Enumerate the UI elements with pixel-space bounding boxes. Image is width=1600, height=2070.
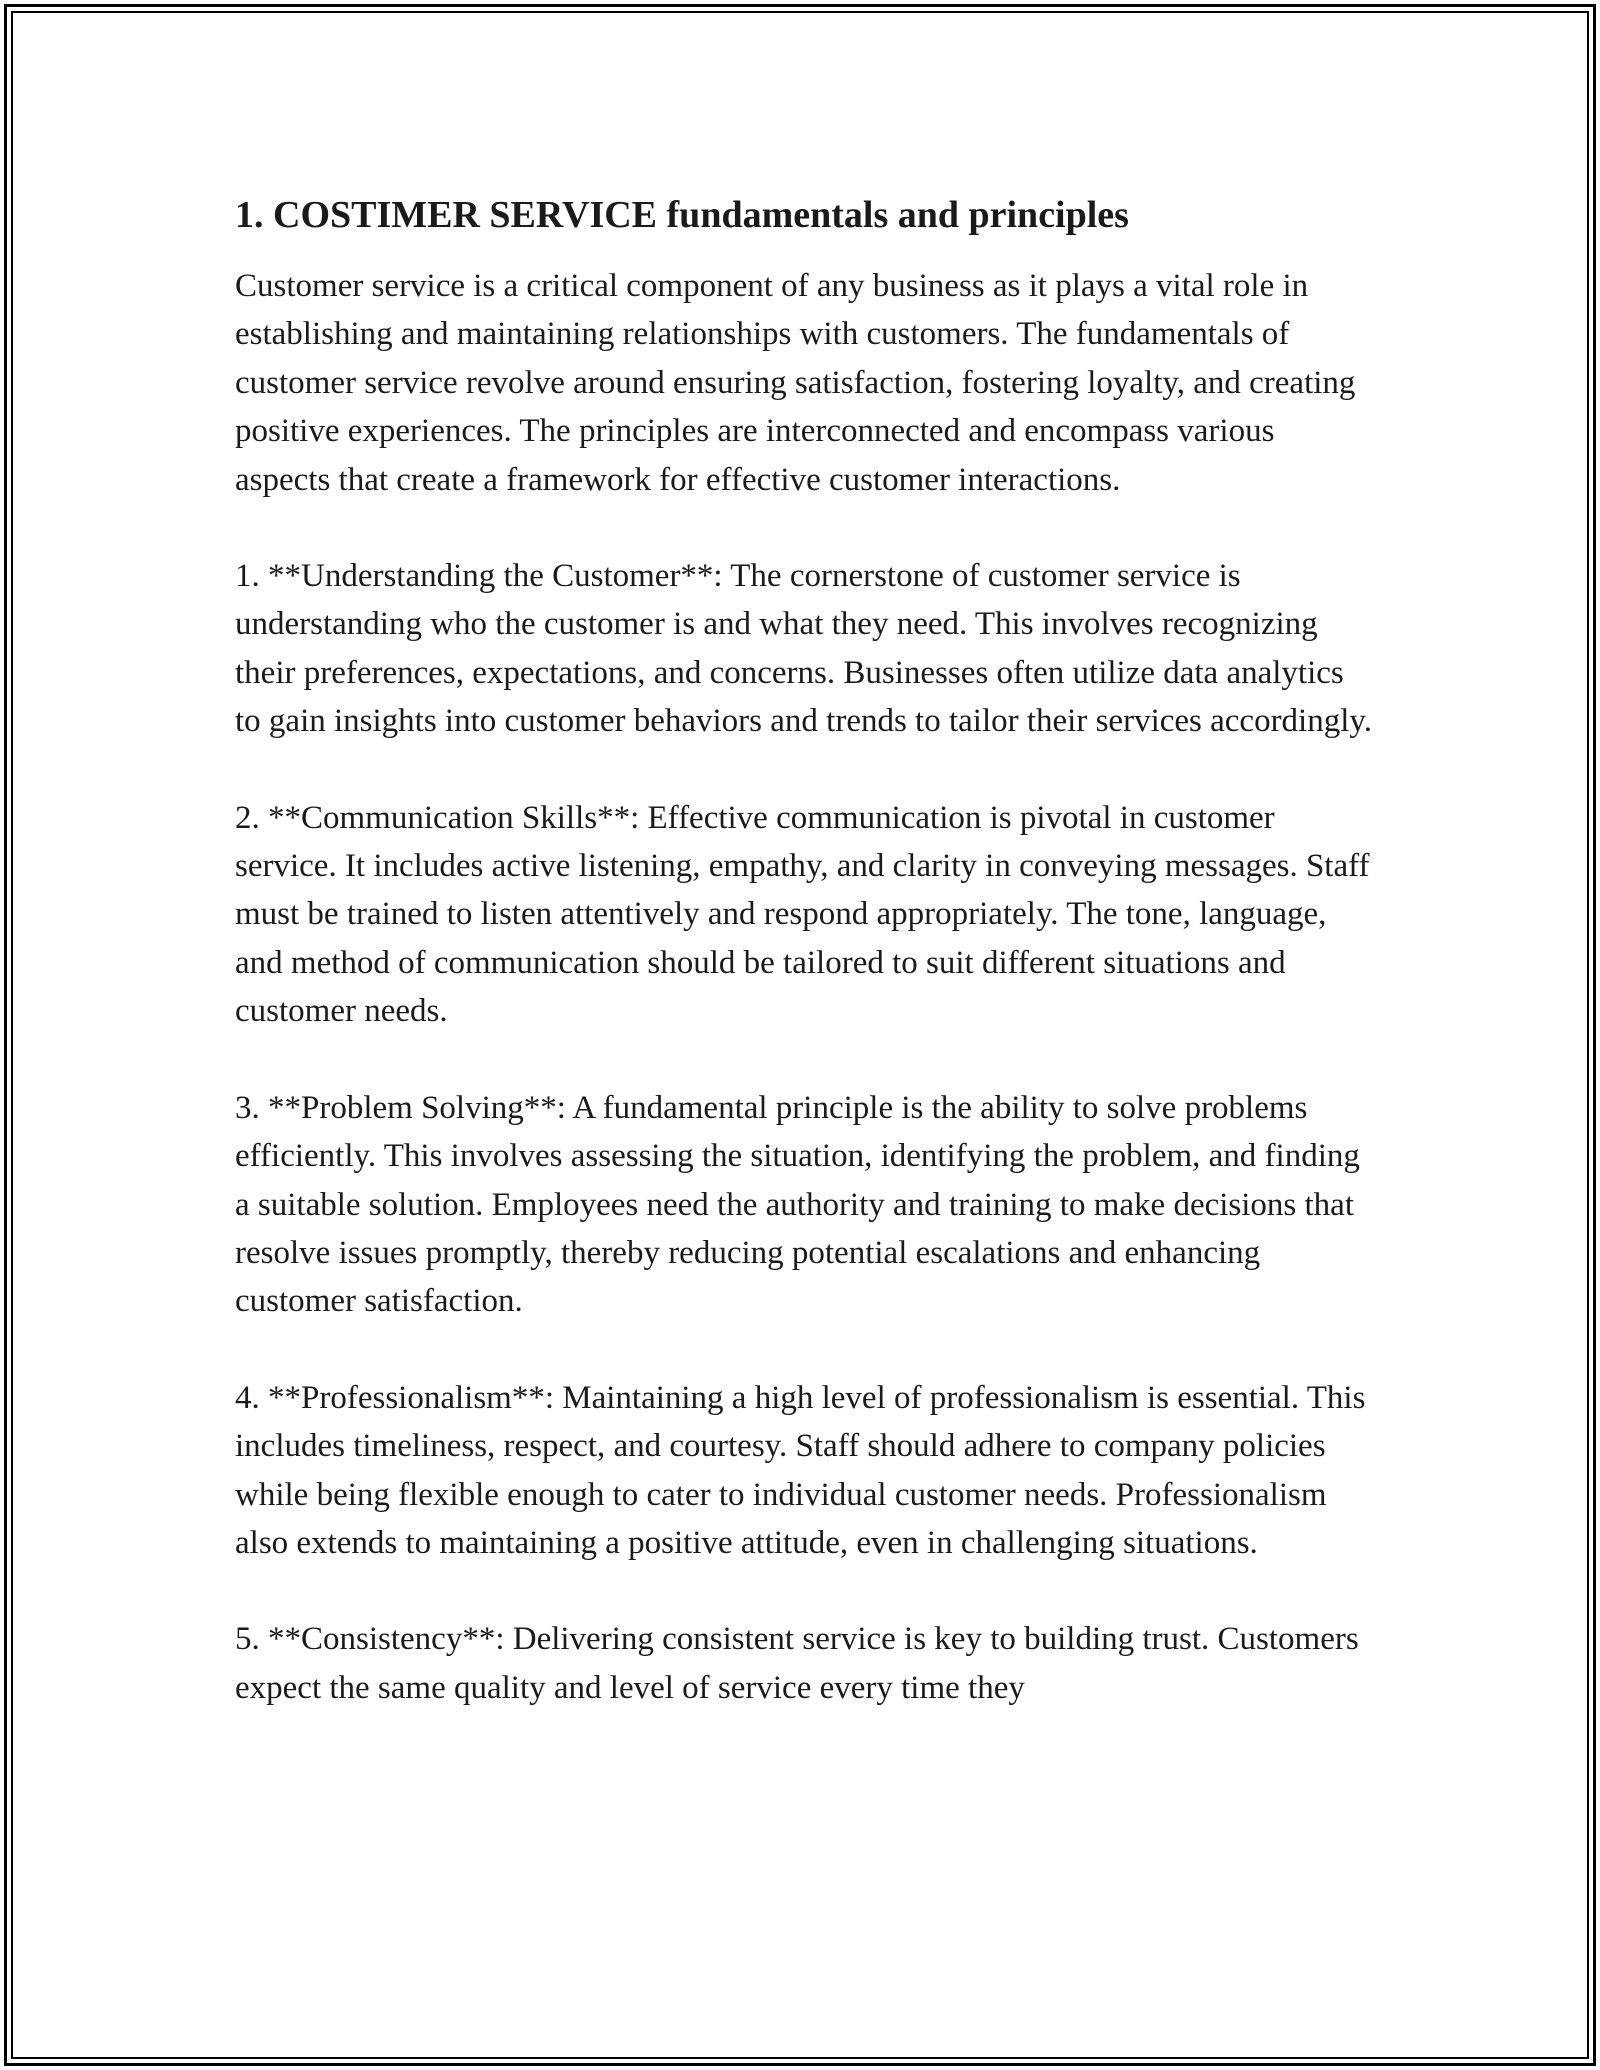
document-body [235, 186, 1375, 1712]
principle-problem-solving-paragraph: 3. **Problem Solving**: A fundamental principle is the ability to solve problems efficiently. This involves assessing the situation, identifying the problem, and finding a suitable solution. Employees need the authority and training to make decisions that resolve issues promptly, thereby reducing potential escalations and enhancing customer satisfaction. [235, 1089, 1360, 1320]
principle-understanding-paragraph: 1. **Understanding the Customer**: The cornerstone of customer service is understanding who the customer is and what they need. This involves recognizing their preferences, expectations, and concerns. Businesses often utilize data analytics to gain insights into customer behaviors and trends to tailor their services accordingly. [235, 558, 1373, 740]
section-heading: 1. COSTIMER SERVICE fundamentals and principles [235, 194, 1129, 236]
principle-communication-paragraph: 2. **Communication Skills**: Effective communication is pivotal in customer service. It includes active listening, empathy, and clarity in conveying messages. Staff must be trained to listen attentively and respond appropriately. The tone, language, and method of communication should be tailored to suit different situations and customer needs. [235, 799, 1370, 1030]
principle-consistency-paragraph: 5. **Consistency**: Delivering consistent service is key to building trust. Customers expect the same quality and level of service every time they [235, 1621, 1359, 1706]
principle-professionalism-paragraph: 4. **Professionalism**: Maintaining a high level of professionalism is essential. This includes timeliness, respect, and courtesy. Staff should adhere to company policies while being flexible enough to cater to individual customer needs. Professionalism also extends to maintaining a positive attitude, even in challenging situations. [235, 1379, 1366, 1561]
intro-paragraph: Customer service is a critical component of any business as it plays a vital role in establishing and maintaining relationships with customers. The fundamentals of customer service revolve around ensuring satisfaction, fostering loyalty, and creating positive experiences. The principles are interconnected and encompass various aspects that create a framework for effective customer interactions. [235, 268, 1356, 498]
